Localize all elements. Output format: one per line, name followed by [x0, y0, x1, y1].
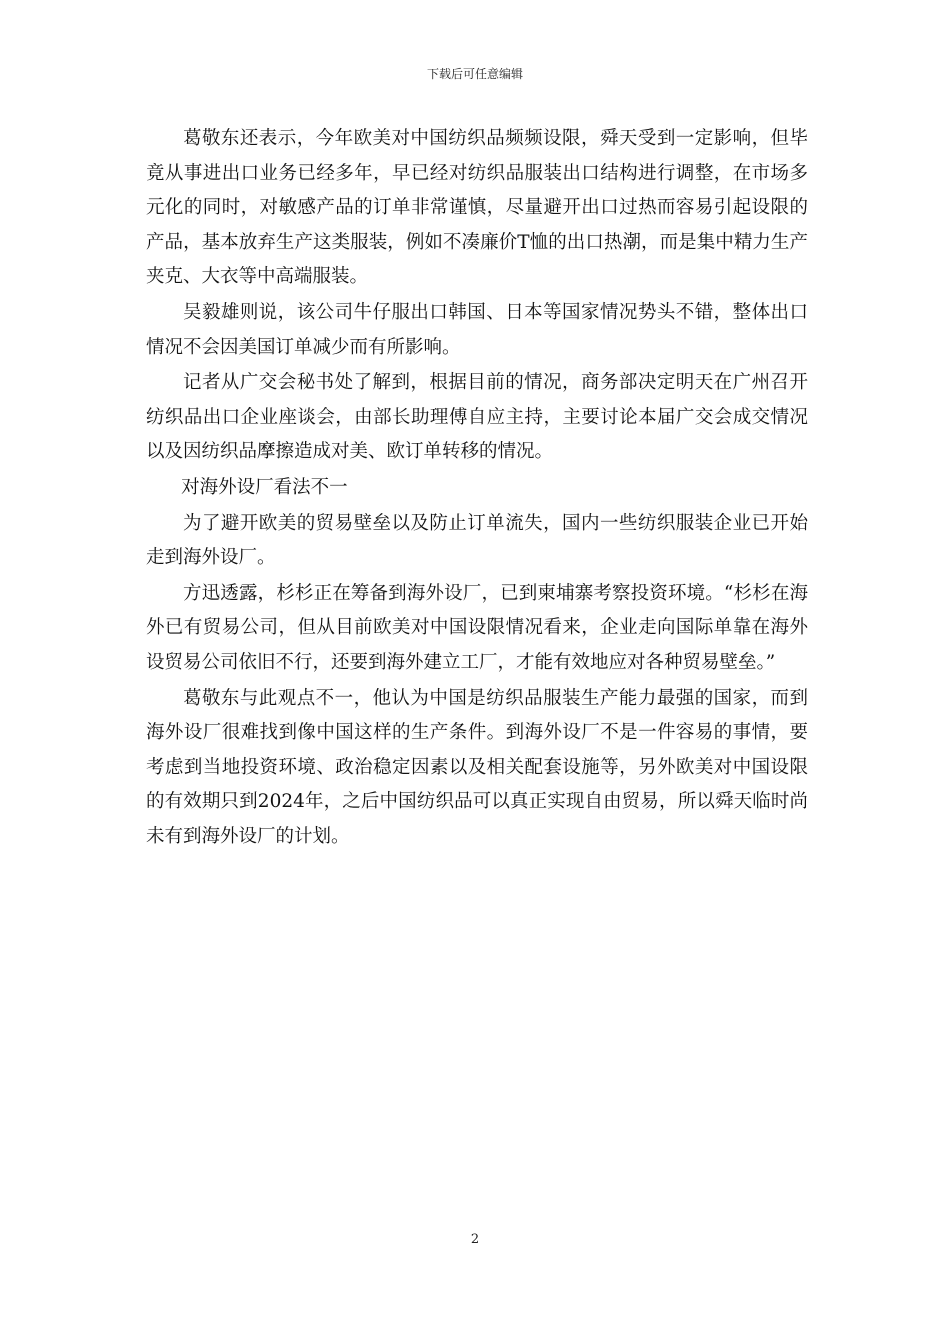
section-heading: 对海外设厂看法不一	[181, 476, 348, 498]
page-number: 2	[470, 1232, 480, 1247]
paragraph-3: 记者从广交会秘书处了解到，根据目前的情况，商务部决定明天在广州召开纺织品出口企业座谈会，由部长助理傅自应主持，主要讨论本届广交会成交情况以及因纺织品摩擦造成对美、欧订单转移的情况。	[146, 372, 808, 463]
paragraph-5: 方迅透露，杉杉正在筹备到海外设厂，已到柬埔寨考察投资环境。“杉杉在海外已有贸易公司，但从目前欧美对中国设限情况看来，企业走向国际单靠在海外设贸易公司依旧不行，还要到海外建立工厂，才能有效地应对各种贸易壁垒。”	[146, 582, 808, 673]
paragraph-6: 葛敬东与此观点不一，他认为中国是纺织品服装生产能力最强的国家，而到海外设厂很难找到像中国这样的生产条件。到海外设厂不是一件容易的事情，要考虑到当地投资环境、政治稳定因素以及相关配套设施等，另外欧美对中国设限的有效期只到2024年，之后中国纺织品可以真正实现自由贸易，所以舜天临时尚未有到海外设厂的计划。	[146, 687, 808, 847]
paragraph-4: 为了避开欧美的贸易壁垒以及防止订单流失，国内一些纺织服装企业已开始走到海外设厂。	[146, 512, 808, 569]
paragraph-2: 吴毅雄则说，该公司牛仔服出口韩国、日本等国家情况势头不错，整体出口情况不会因美国订单减少而有所影响。	[146, 301, 808, 358]
article-body	[146, 122, 808, 855]
paragraph-1: 葛敬东还表示，今年欧美对中国纺织品频频设限，舜天受到一定影响，但毕竟从事进出口业务已经多年，早已经对纺织品服装出口结构进行调整，在市场多元化的同时，对敏感产品的订单非常谨慎，尽量避开出口过热而容易引起设限的产品，基本放弃生产这类服装，例如不凑廉价T恤的出口热潮，而是集中精力生产夹克、大衣等中高端服装。	[146, 128, 808, 288]
page-header: 下载后可任意编辑	[426, 67, 523, 81]
